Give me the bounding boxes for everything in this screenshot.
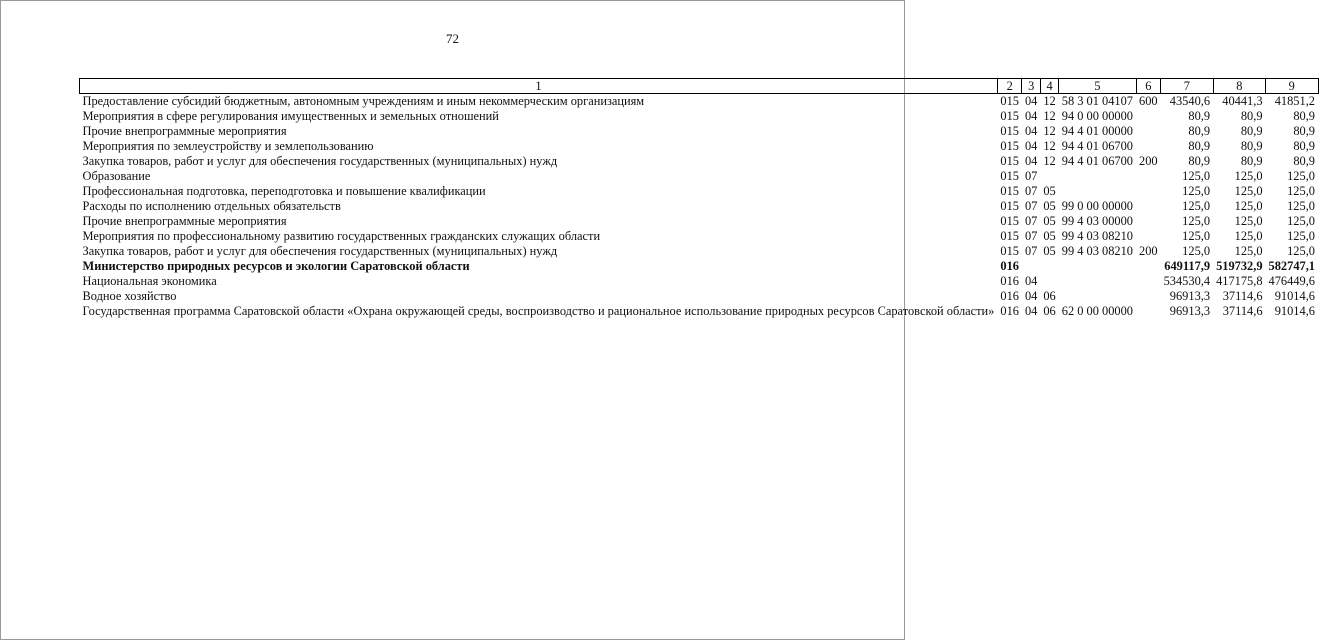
expense-type-code	[1136, 109, 1161, 124]
expense-type-code	[1136, 169, 1161, 184]
target-article-code	[1059, 274, 1136, 289]
subsection-code	[1040, 259, 1058, 274]
expense-type-code	[1136, 289, 1161, 304]
column-number-row	[80, 79, 1319, 94]
table-row	[80, 289, 1319, 304]
amount-year-3: 80,9	[1293, 109, 1315, 123]
amount-year-2: 125,0	[1234, 199, 1263, 213]
row-name: Прочие внепрограммные мероприятия	[82, 214, 287, 228]
section-code: 04	[1024, 304, 1038, 318]
amount-year-2: 80,9	[1240, 124, 1263, 138]
amount-year-1: 125,0	[1182, 199, 1211, 213]
amount-year-2: 125,0	[1234, 214, 1263, 228]
amount-year-2: 40441,3	[1222, 94, 1263, 108]
table-row	[80, 214, 1319, 229]
table-row	[80, 169, 1319, 184]
column-header-6: 6	[1136, 79, 1161, 94]
column-header-1: 1	[80, 79, 998, 94]
row-name: Прочие внепрограммные мероприятия	[82, 124, 287, 138]
target-article-code	[1059, 289, 1136, 304]
row-name: Предоставление субсидий бюджетным, автономным учреждениям и иным некоммерческим организациям	[82, 94, 645, 108]
row-name: Национальная экономика	[82, 274, 217, 288]
amount-year-3: 476449,6	[1268, 274, 1315, 288]
ministry-code: 015	[1000, 199, 1019, 213]
amount-year-3: 80,9	[1293, 139, 1315, 153]
section-code: 07	[1024, 244, 1038, 258]
section-code: 04	[1024, 274, 1038, 288]
expense-type-code	[1136, 214, 1161, 229]
subsection-code: 12	[1043, 124, 1056, 138]
amount-year-2: 125,0	[1234, 244, 1263, 258]
target-article-code: 94 4 01 06700	[1061, 139, 1133, 153]
subsection-code	[1040, 274, 1058, 289]
row-name: Закупка товаров, работ и услуг для обеспечения государственных (муниципальных) нужд	[82, 154, 558, 168]
subsection-code	[1040, 169, 1058, 184]
target-article-code	[1059, 169, 1136, 184]
ministry-code: 015	[1000, 169, 1019, 183]
target-article-code: 94 4 01 00000	[1061, 124, 1133, 138]
ministry-code: 016	[1000, 259, 1019, 273]
table-row	[80, 124, 1319, 139]
amount-year-1: 96913,3	[1169, 289, 1211, 303]
amount-year-1: 125,0	[1182, 229, 1211, 243]
amount-year-3: 91014,6	[1274, 304, 1315, 318]
ministry-code: 015	[1000, 109, 1019, 123]
ministry-code: 015	[1000, 139, 1019, 153]
amount-year-1: 649117,9	[1164, 259, 1211, 273]
amount-year-2: 125,0	[1234, 229, 1263, 243]
amount-year-3: 41851,2	[1274, 94, 1315, 108]
amount-year-1: 80,9	[1188, 154, 1211, 168]
amount-year-1: 125,0	[1182, 169, 1211, 183]
column-header-4: 4	[1040, 79, 1058, 94]
subsection-code: 05	[1043, 229, 1056, 243]
column-header-9: 9	[1266, 79, 1318, 94]
subsection-code: 06	[1043, 289, 1056, 303]
column-header-8: 8	[1213, 79, 1265, 94]
table-row	[80, 139, 1319, 154]
ministry-code: 015	[1000, 184, 1019, 198]
amount-year-1: 43540,6	[1169, 94, 1211, 108]
table-body	[80, 94, 1319, 320]
ministry-code: 015	[1000, 244, 1019, 258]
section-code	[1022, 259, 1040, 274]
amount-year-2: 417175,8	[1216, 274, 1263, 288]
amount-year-3: 582747,1	[1268, 259, 1315, 273]
table-row	[80, 154, 1319, 169]
expense-type-code: 200	[1139, 244, 1158, 258]
target-article-code: 99 4 03 00000	[1061, 214, 1133, 228]
ministry-code: 015	[1000, 94, 1019, 108]
amount-year-2: 519732,9	[1216, 259, 1263, 273]
ministry-code: 016	[1000, 289, 1019, 303]
subsection-code: 12	[1043, 94, 1056, 108]
table-row	[80, 199, 1319, 214]
row-name: Государственная программа Саратовской области «Охрана окружающей среды, воспроизводство и рациональное использование природных ресурсов Саратовской области»	[82, 304, 995, 318]
amount-year-1: 125,0	[1182, 214, 1211, 228]
row-name: Расходы по исполнению отдельных обязательств	[82, 199, 341, 213]
section-code: 07	[1024, 229, 1038, 243]
row-name: Закупка товаров, работ и услуг для обеспечения государственных (муниципальных) нужд	[82, 244, 558, 258]
amount-year-3: 125,0	[1287, 184, 1315, 198]
amount-year-2: 37114,6	[1222, 289, 1263, 303]
amount-year-1: 80,9	[1188, 139, 1211, 153]
ministry-code: 016	[1000, 304, 1019, 318]
table-row	[80, 274, 1319, 289]
section-code: 07	[1024, 169, 1038, 183]
budget-table	[79, 78, 1319, 319]
amount-year-2: 80,9	[1240, 109, 1263, 123]
expense-type-code	[1136, 229, 1161, 244]
amount-year-2: 80,9	[1240, 154, 1263, 168]
amount-year-2: 125,0	[1234, 184, 1263, 198]
row-name: Министерство природных ресурсов и экологии Саратовской области	[82, 259, 470, 273]
expense-type-code	[1136, 124, 1161, 139]
target-article-code: 99 4 03 08210	[1061, 229, 1133, 243]
subsection-code: 05	[1043, 184, 1056, 198]
target-article-code: 62 0 00 00000	[1061, 304, 1133, 318]
amount-year-3: 80,9	[1293, 124, 1315, 138]
amount-year-3: 125,0	[1287, 229, 1315, 243]
amount-year-3: 91014,6	[1274, 289, 1315, 303]
section-code: 04	[1024, 139, 1038, 153]
amount-year-1: 534530,4	[1163, 274, 1211, 288]
amount-year-3: 125,0	[1287, 244, 1315, 258]
expense-type-code: 600	[1139, 94, 1158, 108]
row-name: Образование	[82, 169, 151, 183]
amount-year-2: 80,9	[1240, 139, 1263, 153]
ministry-code: 015	[1000, 214, 1019, 228]
amount-year-3: 80,9	[1293, 154, 1315, 168]
table-row	[80, 184, 1319, 199]
column-header-3: 3	[1022, 79, 1040, 94]
subsection-code: 05	[1043, 244, 1056, 258]
section-code: 04	[1024, 289, 1038, 303]
subsection-code: 12	[1043, 139, 1056, 153]
expense-type-code	[1136, 259, 1161, 274]
amount-year-3: 125,0	[1287, 169, 1315, 183]
column-header-2: 2	[997, 79, 1022, 94]
target-article-code: 94 0 00 00000	[1061, 109, 1133, 123]
table-row	[80, 229, 1319, 244]
page-number: 72	[446, 31, 459, 46]
expense-type-code: 200	[1139, 154, 1158, 168]
amount-year-1: 125,0	[1182, 184, 1211, 198]
ministry-code: 015	[1000, 124, 1019, 138]
table-row	[80, 94, 1319, 110]
amount-year-1: 80,9	[1188, 109, 1211, 123]
amount-year-1: 125,0	[1182, 244, 1211, 258]
target-article-code: 99 4 03 08210	[1061, 244, 1133, 258]
ministry-code: 015	[1000, 154, 1019, 168]
row-name: Профессиональная подготовка, переподготовка и повышение квалификации	[82, 184, 486, 198]
row-name: Мероприятия по профессиональному развитию государственных гражданских служащих области	[82, 229, 601, 243]
row-name: Мероприятия по землеустройству и землепользованию	[82, 139, 374, 153]
ministry-code: 015	[1000, 229, 1019, 243]
ministry-code: 016	[1000, 274, 1019, 288]
amount-year-3: 125,0	[1287, 214, 1315, 228]
expense-type-code	[1136, 304, 1161, 319]
amount-year-2: 125,0	[1234, 169, 1263, 183]
subsection-code: 06	[1043, 304, 1056, 318]
table-row	[80, 259, 1319, 274]
section-code: 04	[1024, 154, 1038, 168]
section-code: 07	[1024, 199, 1038, 213]
target-article-code	[1059, 184, 1136, 199]
target-article-code: 94 4 01 06700	[1061, 154, 1133, 168]
table-row	[80, 109, 1319, 124]
amount-year-1: 80,9	[1188, 124, 1211, 138]
subsection-code: 05	[1043, 214, 1056, 228]
column-header-7: 7	[1161, 79, 1213, 94]
column-header-5: 5	[1059, 79, 1136, 94]
expense-type-code	[1136, 184, 1161, 199]
target-article-code: 99 0 00 00000	[1061, 199, 1133, 213]
expense-type-code	[1136, 139, 1161, 154]
section-code: 04	[1024, 109, 1038, 123]
subsection-code: 12	[1043, 154, 1056, 168]
section-code: 04	[1024, 124, 1038, 138]
table-row	[80, 304, 1319, 319]
target-article-code	[1059, 259, 1136, 274]
subsection-code: 12	[1043, 109, 1056, 123]
section-code: 07	[1024, 184, 1038, 198]
target-article-code: 58 3 01 04107	[1061, 94, 1133, 108]
table-row	[80, 244, 1319, 259]
amount-year-1: 96913,3	[1169, 304, 1211, 318]
section-code: 04	[1024, 94, 1038, 108]
row-name: Мероприятия в сфере регулирования имущественных и земельных отношений	[82, 109, 499, 123]
row-name: Водное хозяйство	[82, 289, 177, 303]
expense-type-code	[1136, 199, 1161, 214]
subsection-code: 05	[1043, 199, 1056, 213]
amount-year-2: 37114,6	[1222, 304, 1263, 318]
expense-type-code	[1136, 274, 1161, 289]
amount-year-3: 125,0	[1287, 199, 1315, 213]
section-code: 07	[1024, 214, 1038, 228]
